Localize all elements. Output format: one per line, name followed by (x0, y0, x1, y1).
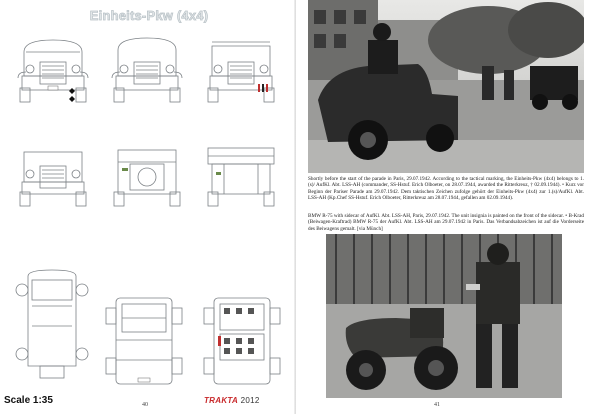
photo-motorcycle (326, 234, 562, 398)
right-page (296, 0, 591, 414)
vehicle-drawing-rear-2 (200, 142, 282, 210)
publisher-year: 2012 (240, 396, 260, 405)
publisher-logo (204, 396, 260, 405)
vehicle-drawing-front-2 (106, 32, 188, 108)
publisher-mark: TRAKTA (204, 396, 239, 405)
vehicle-drawing-top-1 (98, 294, 190, 390)
page-title: Einheits-Pkw (4x4) (89, 8, 209, 23)
caption-parade: Shortly before the start of the parade in Paris, 29.07.1942. According to the tactical marking, the Einheits-Pkw (4x4) belongs to 1.(s)/ AufKl. Abt. LSS-AH (commander, SS-Hstuf. Erich Olboeter, on 28.07.1944, awarded the Ritterkreuz, † 02.09.1944). • Kurz vor Beginn der Pariser Parade am 29.07.1942. Dem taktischen Zeichen zufolge gehört der Einheits-Pkw (4x4) zur 1.(s)/AufKl. Abt. LSS-AH (Kp.Chef SS-Hstuf. Erich Olboeter, Ritterkreuz am 28.07.1944, gefallen am 02.09.1944). (308, 176, 584, 202)
caption-motorcycle: BMW R-75 with sidecar of AufKl. Abt. LSS-AH, Paris, 29.07.1942. The unit insignia is painted on the front of the sidecar. • B-Krad (Beiwagen-Kraftrad) BMW R-75 der AufKl. Abt. LSS-AH am 29.07.1942 in Paris. Das Verbandsabzeichen ist auf die Vorderseite des Beiwagens gemalt. [via Münch] (308, 213, 584, 232)
photo-parade (308, 0, 584, 173)
page-number-left: 40 (142, 402, 148, 408)
vehicle-drawing-front-1 (12, 32, 94, 108)
vehicle-drawing-rear-1 (106, 142, 188, 210)
scale-label: Scale 1:35 (4, 395, 53, 406)
vehicle-drawing-side (10, 266, 94, 384)
vehicle-drawing-front-4 (12, 142, 94, 210)
vehicle-drawing-top-2 (196, 294, 288, 390)
vehicle-drawing-front-3 (200, 32, 282, 108)
page-number-right: 41 (434, 402, 440, 408)
